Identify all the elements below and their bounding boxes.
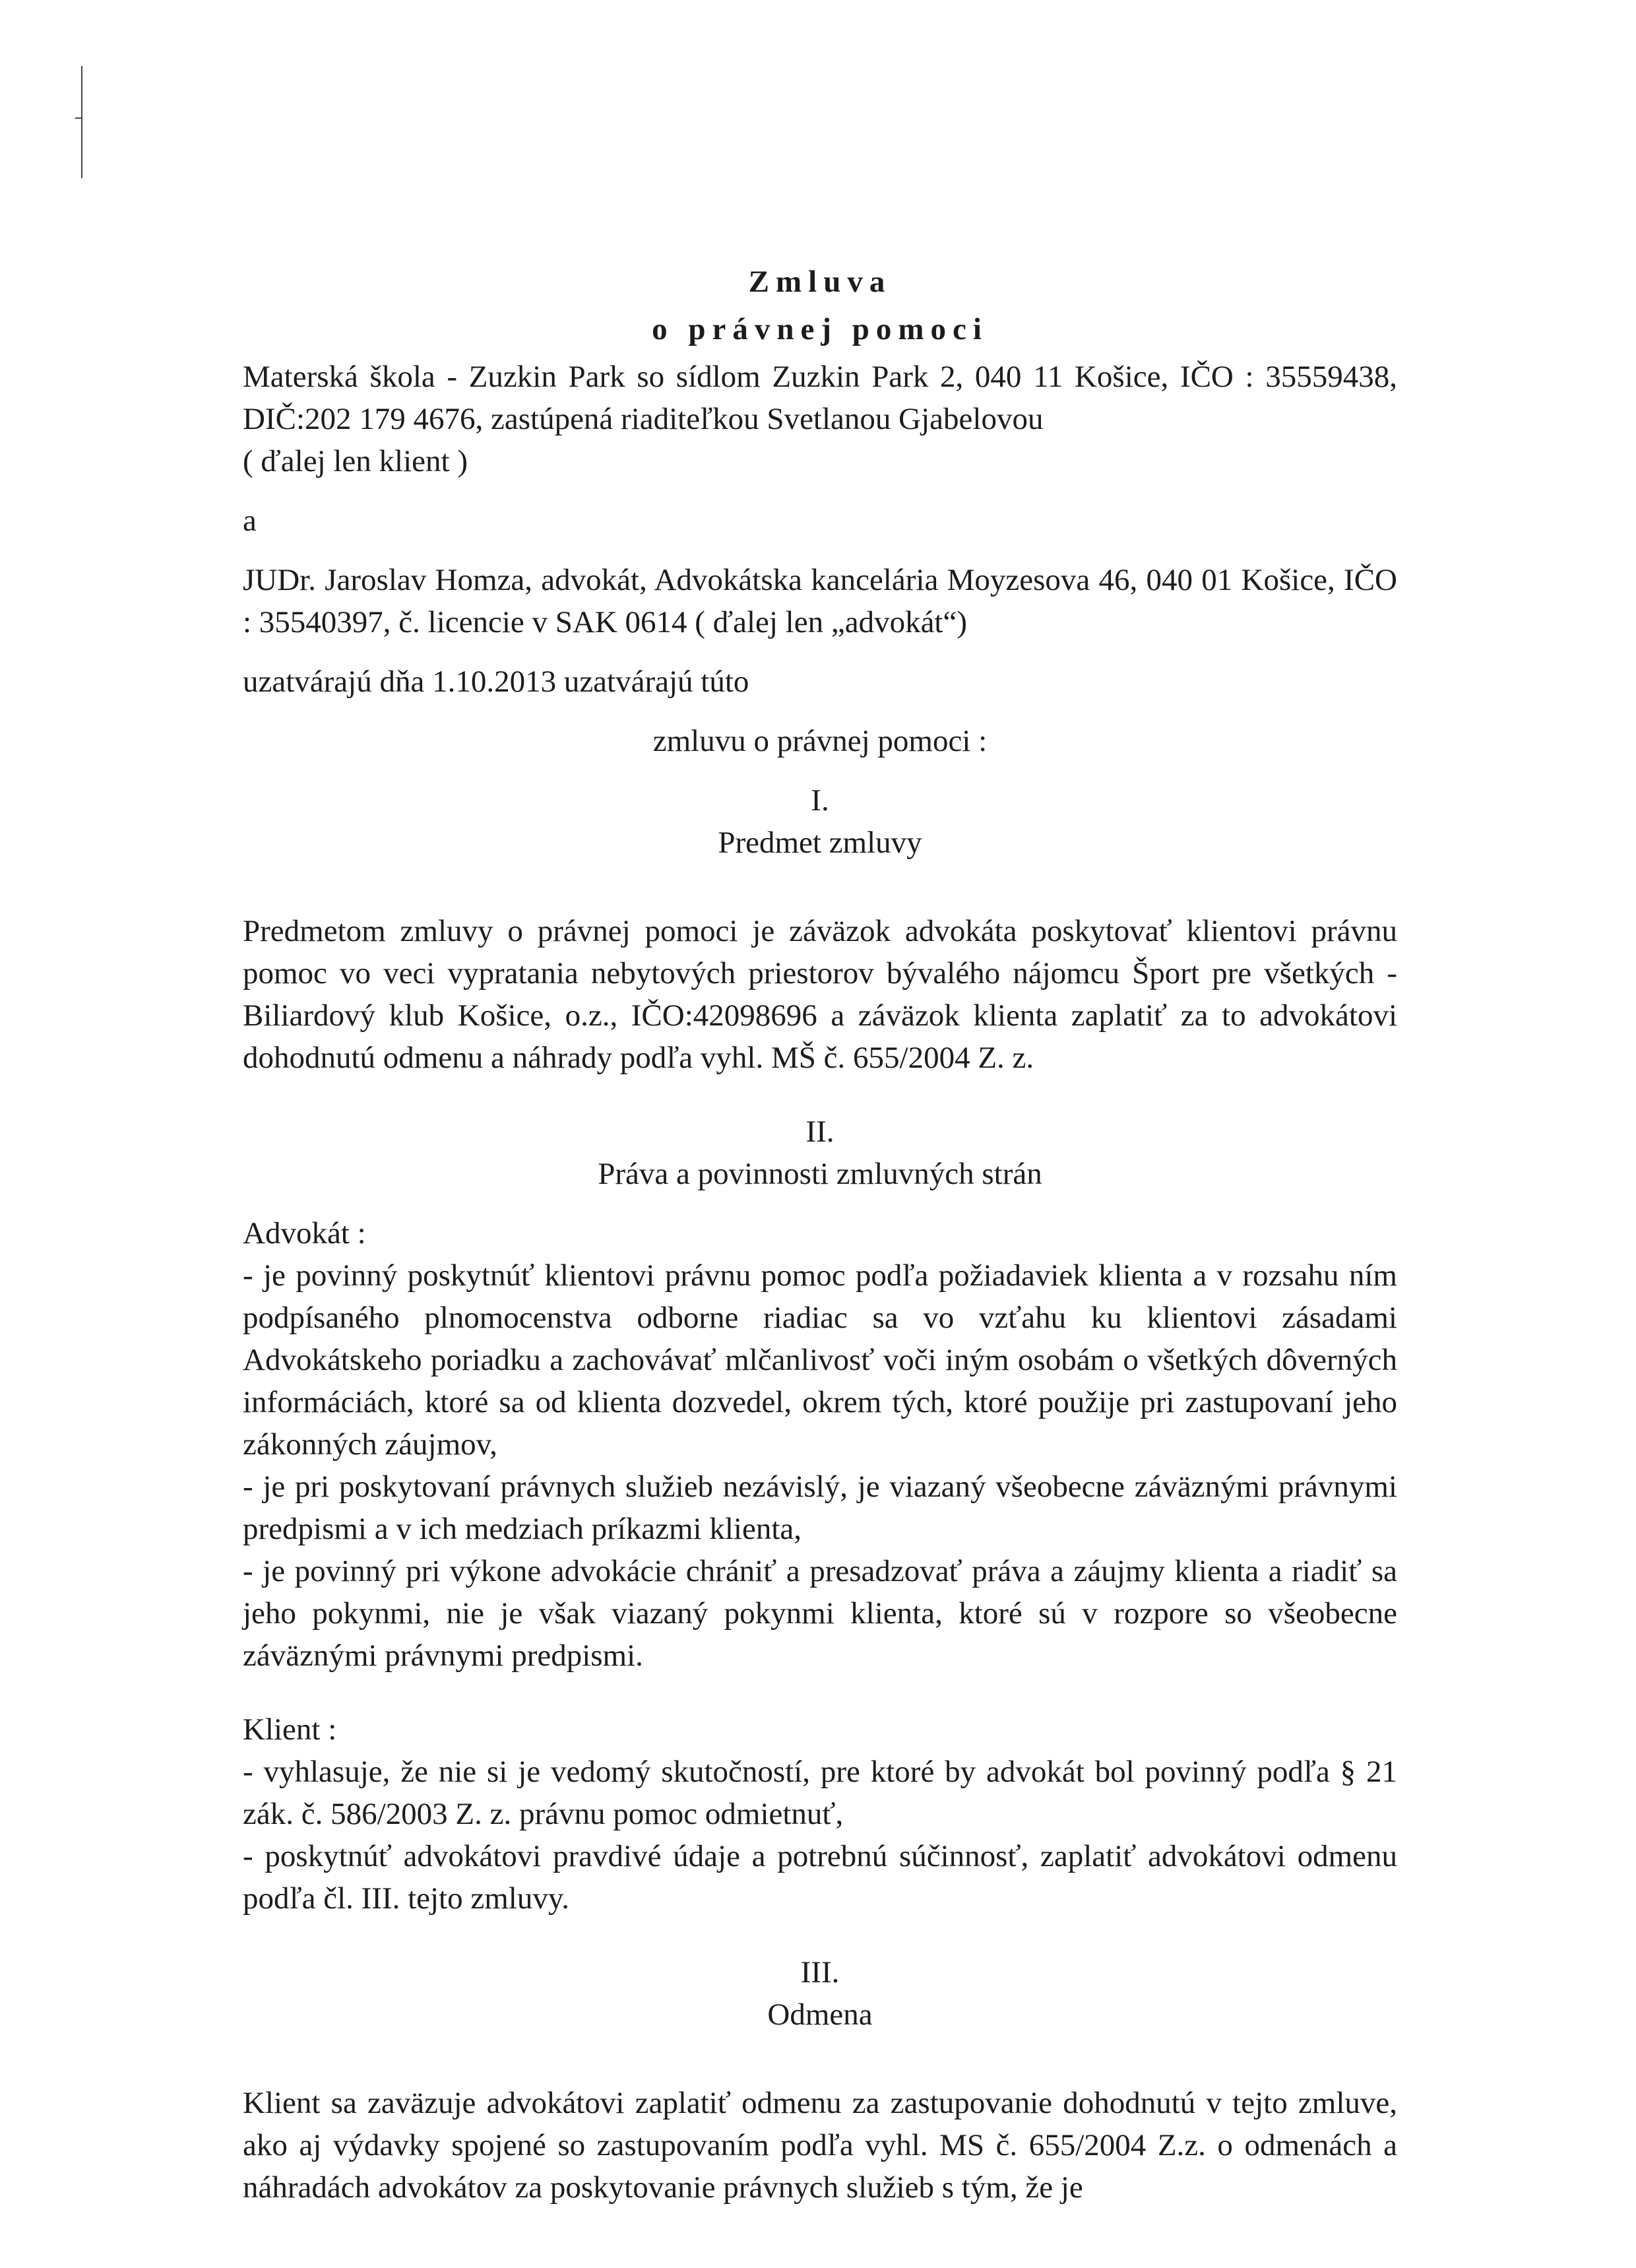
- party1-text: Materská škola - Zuzkin Park so sídlom Zuzkin Park 2, 040 11 Košice, IČO : 35559438, DIČ:202 179 4676, zastúpená riaditeľkou Svetlanou Gjabelovou: [243, 360, 1397, 436]
- section2-heading: Práva a povinnosti zmluvných strán: [598, 1157, 1042, 1191]
- party2-text: JUDr. Jaroslav Homza, advokát, Advokátska kancelária Moyzesova 46, 040 01 Košice, IČO : 35540397, č. licencie v SAK 0614 ( ďalej len „advokát“): [243, 563, 1397, 639]
- section1-heading: Predmet zmluvy: [718, 826, 922, 860]
- advokat-item-2: - je pri poskytovaní právnych služieb nezávislý, je viazaný všeobecne záväznými právnymi predpismi a v ich medziach príkazmi klienta,: [243, 1470, 1397, 1546]
- conjunction: a: [243, 503, 257, 538]
- document-body: [243, 261, 1397, 2209]
- document-title: Zmluva: [748, 265, 892, 299]
- advokat-label: Advokát :: [243, 1216, 366, 1250]
- klient-item-2: - poskytnúť advokátovi pravdivé údaje a potrebnú súčinnosť, zaplatiť advokátovi odmenu podľa čl. III. tejto zmluvy.: [243, 1839, 1397, 1916]
- section1-text: Predmetom zmluvy o právnej pomoci je záväzok advokáta poskytovať klientovi právnu pomoc vo veci vypratania nebytových priestorov bývalého nájomcu Šport pre všetkých - Biliardový klub Košice, o.z., IČO:42098696 a záväzok klienta zaplatiť za to advokátovi dohodnutú odmenu a náhrady podľa vyhl. MŠ č. 655/2004 Z. z.: [243, 914, 1397, 1075]
- document-subtitle: o právnej pomoci: [652, 312, 988, 346]
- section3-heading: Odmena: [767, 1997, 873, 2032]
- margin-mark: [79, 66, 84, 178]
- section3-number: III.: [800, 1955, 840, 1990]
- klient-item-1: - vyhlasuje, že nie si je vedomý skutočností, pre ktoré by advokát bol povinný podľa § 21 zák. č. 586/2003 Z. z. právnu pomoc odmietnuť,: [243, 1755, 1397, 1831]
- section3-text: Klient sa zaväzuje advokátovi zaplatiť odmenu za zastupovanie dohodnutú v tejto zmluve, ako aj výdavky spojené so zastupovaním podľa vyhl. MS č. 655/2004 Z.z. o odmenách a náhradách advokátov za poskytovanie právnych služieb s tým, že je: [243, 2086, 1397, 2205]
- advokat-item-1: - je povinný poskytnúť klientovi právnu pomoc podľa požiadaviek klienta a v rozsahu ním podpísaného plnomocenstva odborne riadiac sa vo vzťahu ku klientovi zásadami Advokátskeho poriadku a zachovávať mlčanlivosť voči iným osobám o všetkých dôverných informáciách, ktoré sa od klienta dozvedel, okrem tých, ktoré použije pri zastupovaní jeho zákonných záujmov,: [243, 1258, 1397, 1462]
- section1-number: I.: [811, 783, 829, 818]
- party1-alias: ( ďalej len klient ): [243, 444, 468, 478]
- advokat-item-3: - je povinný pri výkone advokácie chrániť a presadzovať práva a záujmy klienta a riadiť sa jeho pokynmi, nie je však viazaný pokynmi klienta, ktoré sú v rozpore so všeobecne záväznými právnymi predpismi.: [243, 1554, 1397, 1673]
- contract-intro: zmluvu o právnej pomoci :: [652, 724, 988, 758]
- concluded-text: uzatvárajú dňa 1.10.2013 uzatvárajú túto: [243, 664, 749, 699]
- section2-number: II.: [805, 1115, 834, 1149]
- klient-label: Klient :: [243, 1712, 337, 1747]
